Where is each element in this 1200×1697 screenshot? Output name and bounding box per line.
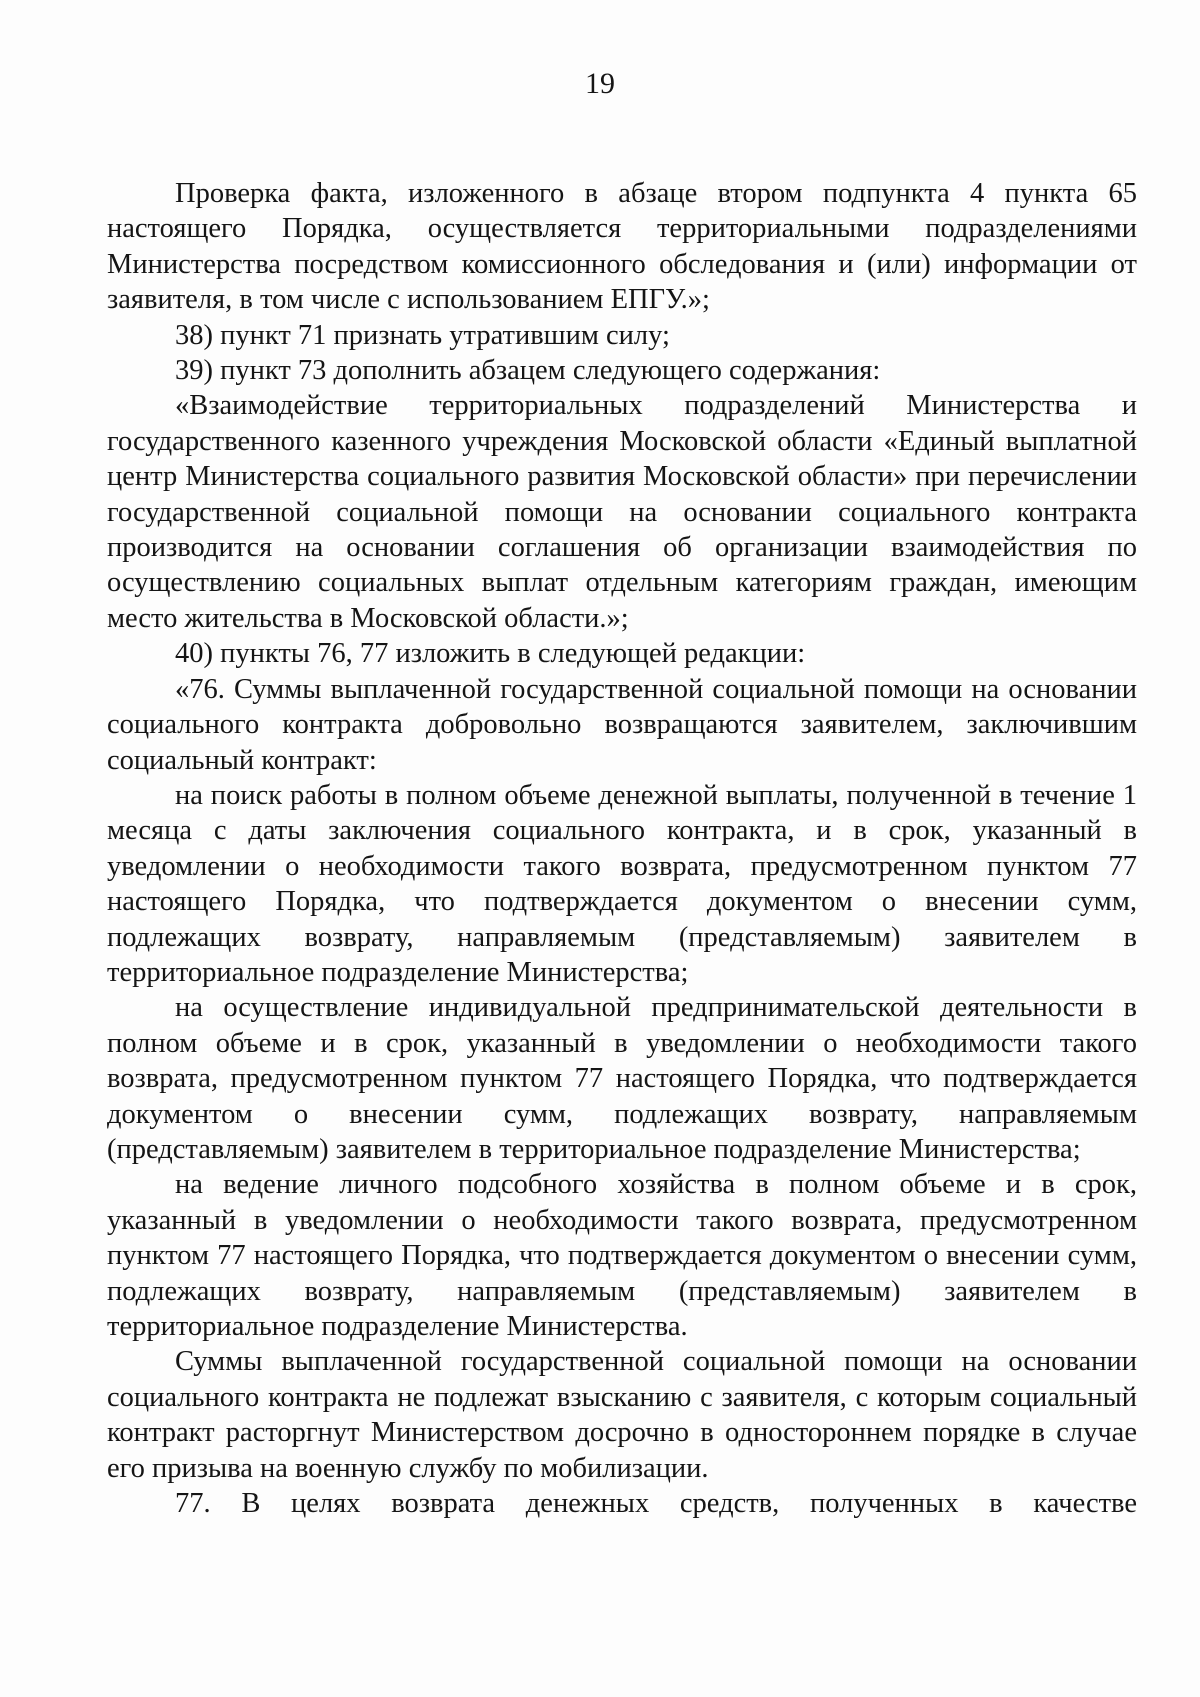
paragraph-job-search: на поиск работы в полном объеме денежной выплаты, полученной в течение 1 месяца с даты заключения социального контракта, и в срок, указанный в уведомлении о необходимости такого возврата, предусмотренном пунктом 77 настоящего Порядка, что подтверждается документом о внесении сумм, подлежащих возврату, направляемым (представляемым) заявителем в территориальное подразделение Министерства; (107, 779, 1137, 988)
paragraph-clause-76: «76. Суммы выплаченной государственной социальной помощи на основании социального контракта добровольно возвращаются заявителем, заключившим социальный контракт: (107, 673, 1137, 776)
page-number: 19 (585, 67, 615, 100)
document-body (107, 176, 1137, 1521)
paragraph-item-40: 40) пункты 76, 77 изложить в следующей редакции: (175, 638, 806, 670)
paragraph-mobilization: Суммы выплаченной государственной социальной помощи на основании социального контракта не подлежат взысканию с заявителя, с которым социальный контракт расторгнут Министерством досрочно в одностороннем порядке в случае его призыва на военную службу по мобилизации. (107, 1346, 1137, 1484)
paragraph-entrepreneurship: на осуществление индивидуальной предпринимательской деятельности в полном объеме и в срок, указанный в уведомлении о необходимости такого возврата, предусмотренном пунктом 77 настоящего Порядка, что подтверждается документом о внесении сумм, подлежащих возврату, направляемым (представляемым) заявителем в территориальное подразделение Министерства; (107, 992, 1137, 1165)
paragraph-interaction: «Взаимодействие территориальных подразделений Министерства и государственного казенного учреждения Московской области «Единый выплатной центр Министерства социального развития Московской области» при перечислении государственной социальной помощи на основании социального контракта производится на основании соглашения об организации взаимодействия по осуществлению социальных выплат отдельным категориям граждан, имеющим место жительства в Московской области.»; (107, 390, 1137, 634)
paragraph-household-farming: на ведение личного подсобного хозяйства в полном объеме и в срок, указанный в уведомлении о необходимости такого возврата, предусмотренном пунктом 77 настоящего Порядка, что подтверждается документом о внесении сумм, подлежащих возврату, направляемым (представляемым) заявителем в территориальное подразделение Министерства. (107, 1169, 1137, 1342)
paragraph-item-39: 39) пункт 73 дополнить абзацем следующего содержания: (175, 355, 881, 387)
paragraph-item-38: 38) пункт 71 признать утратившим силу; (175, 319, 670, 351)
paragraph-verification: Проверка факта, изложенного в абзаце втором подпункта 4 пункта 65 настоящего Порядка, осуществляется территориальными подразделениями Министерства посредством комиссионного обследования и (или) информации от заявителя, в том числе с использованием ЕПГУ.»; (107, 178, 1137, 316)
paragraph-clause-77: 77. В целях возврата денежных средств, полученных в качестве (175, 1488, 1137, 1520)
